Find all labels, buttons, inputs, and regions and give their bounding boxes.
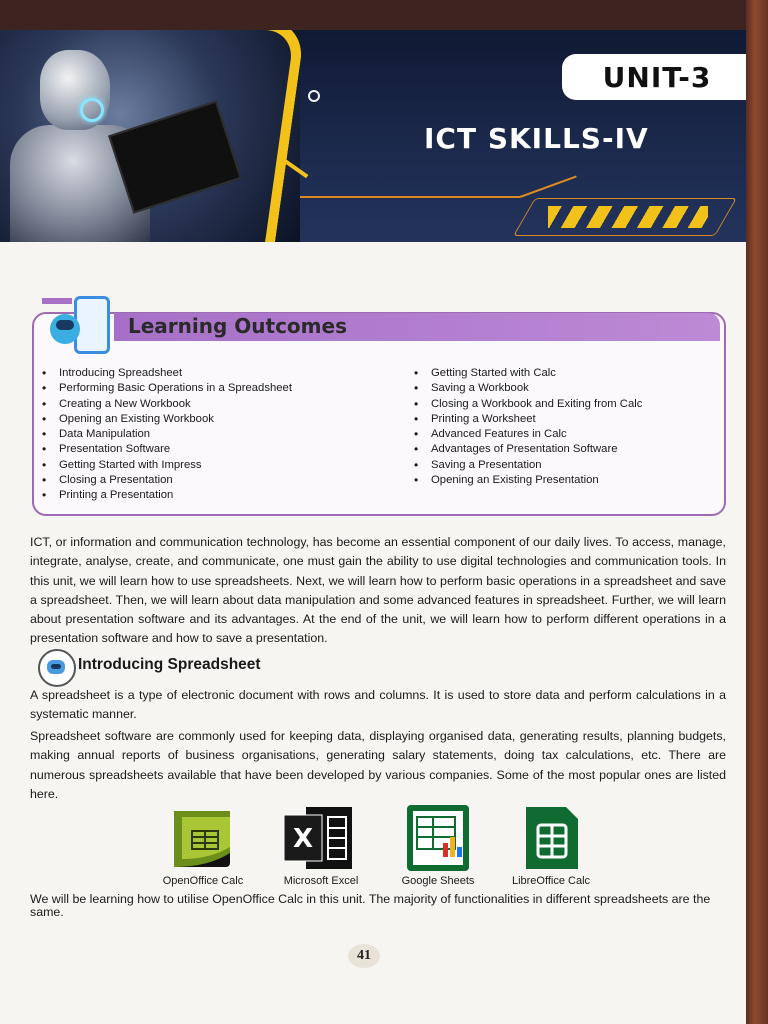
- app-google-sheets: [373, 803, 503, 887]
- section-heading: Introducing Spreadsheet: [78, 656, 261, 673]
- hazard-stripes-decoration: [548, 206, 708, 228]
- app-microsoft-excel: [256, 803, 386, 887]
- section-paragraph-2: Spreadsheet software are commonly used for keeping data, displaying organised data, generating results, planning budgets, making annual reports of business organisations, generating salary statements, doing tax calculations, etc. There are numerous spreadsheets available that have been developed by various companies. Some of the most popular ones are listed here.: [30, 729, 726, 801]
- circuit-line: [520, 176, 577, 198]
- google-sheets-icon: [373, 803, 503, 873]
- libreoffice-calc-icon: [486, 803, 616, 873]
- book-spine-edge: [746, 0, 768, 1024]
- app-libreoffice-calc: [486, 803, 616, 887]
- list-item: • Data Manipulation: [34, 427, 292, 442]
- list-item: • Getting Started with Calc: [406, 366, 642, 381]
- unit-label: UNIT-3: [602, 60, 712, 94]
- svg-text:X: X: [292, 824, 314, 854]
- list-item: • Advantages of Presentation Software: [406, 442, 642, 457]
- list-item: • Opening an Existing Presentation: [406, 473, 642, 488]
- list-item: • Advanced Features in Calc: [406, 427, 642, 442]
- circuit-line: [300, 196, 520, 198]
- list-item: • Opening an Existing Workbook: [34, 412, 292, 427]
- page-number: 41: [348, 944, 380, 968]
- app-openoffice-calc: [138, 803, 268, 887]
- list-item: • Saving a Presentation: [406, 458, 642, 473]
- unit-tab: [562, 54, 746, 100]
- list-item: • Presentation Software: [34, 442, 292, 457]
- list-item: • Introducing Spreadsheet: [34, 366, 292, 381]
- app-label: OpenOffice Calc: [162, 875, 244, 887]
- closing-paragraph: We will be learning how to utilise OpenOffice Calc in this unit. The majority of functionalities in different spreadsheets are the same.: [30, 892, 711, 919]
- list-item: • Printing a Worksheet: [406, 412, 642, 427]
- list-item: • Printing a Presentation: [34, 488, 292, 503]
- openoffice-calc-icon: [138, 803, 268, 873]
- app-label: Google Sheets: [401, 875, 475, 887]
- microsoft-excel-icon: [256, 803, 386, 873]
- list-item: • Closing a Workbook and Exiting from Calc: [406, 397, 642, 412]
- robot-head: [40, 50, 110, 130]
- learning-outcomes-title: Learning Outcomes: [128, 314, 347, 338]
- list-item: • Creating a New Workbook: [34, 397, 292, 412]
- outcomes-list-left: [34, 366, 292, 504]
- list-item: • Getting Started with Impress: [34, 458, 292, 473]
- section-paragraph-1: A spreadsheet is a type of electronic document with rows and columns. It is used to store data and perform calculations in a systematic manner.: [30, 688, 726, 722]
- chapter-title: ICT SKILLS-IV: [424, 122, 649, 155]
- list-item: • Closing a Presentation: [34, 473, 292, 488]
- robot-eye-icon: [80, 98, 104, 122]
- intro-paragraph: ICT, or information and communication technology, has become an essential component of our daily lives. To access, manage, integrate, analyse, create, and communicate, one must gain the ability to use digital technologies and communication tools. In this unit, we will learn how to use spreadsheets. Next, we will learn how to perform basic operations in a spreadsheet and save a spreadsheet. Then, we will learn about data manipulation and some advanced features in spreadsheet. Further, we will learn about presentation software and its advantages. At the end of the unit, we will learn how to perform different operations in a presentation software and how to save a presentation.: [30, 535, 726, 646]
- learning-robot-icon: [44, 296, 110, 354]
- list-item: • Performing Basic Operations in a Spreadsheet: [34, 381, 292, 396]
- app-label: Microsoft Excel: [283, 875, 359, 887]
- robot-head-icon: [38, 649, 76, 687]
- app-label: LibreOffice Calc: [511, 875, 591, 887]
- list-item: • Saving a Workbook: [406, 381, 642, 396]
- outcomes-list-right: [406, 366, 642, 488]
- unit-banner: [0, 30, 746, 242]
- spreadsheet-apps-row: [0, 803, 746, 893]
- circuit-dot-icon: [308, 90, 320, 102]
